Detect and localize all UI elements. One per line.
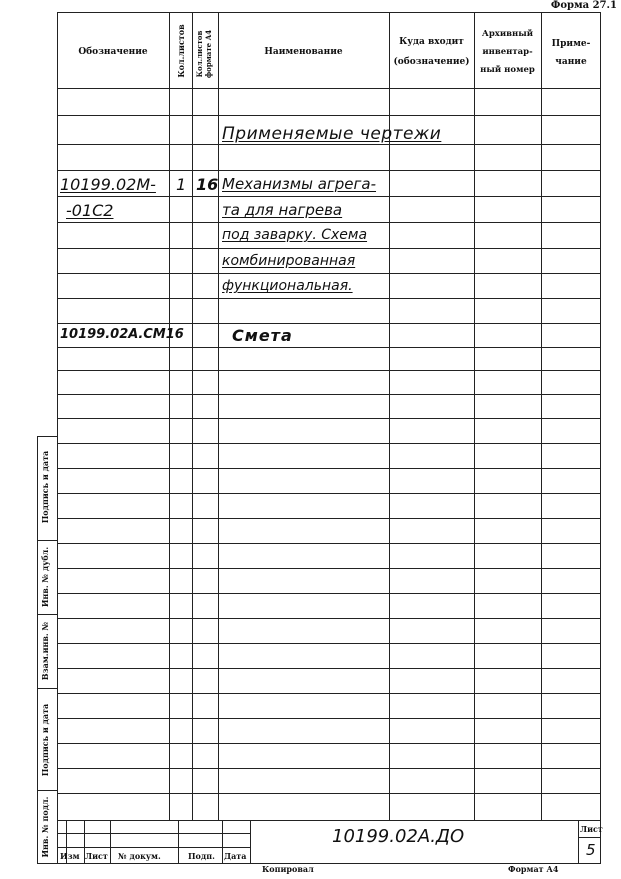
row2-name: Смета — [232, 326, 293, 345]
stamp-col-sign: Подп. — [188, 851, 215, 861]
footer-copied: Копировал — [262, 864, 314, 874]
form-label: Форма 27.1 — [550, 0, 617, 11]
row1-name-3: под заварку. Схема — [222, 227, 368, 243]
section-title: Применяемые чертежи — [222, 124, 442, 144]
row1-name-2: та для нагрева — [222, 201, 343, 219]
row1-sheets: 1 — [176, 175, 187, 194]
row1-designation-1: 10199.02М- — [60, 175, 156, 194]
header-archive-2: инвентар- — [482, 47, 533, 57]
row1-a4: 16 — [196, 175, 219, 194]
row1-name-5: функциональная. — [222, 278, 353, 294]
side-sign-date-1: Подпись и дата — [40, 450, 50, 524]
stamp-col-date: Дата — [224, 851, 247, 861]
stamp-document-code: 10199.02А.ДО — [332, 826, 465, 847]
header-name: Наименование — [264, 47, 343, 57]
side-sign-date-2: Подпись и дата — [40, 703, 50, 777]
header-where-used-2: (обозначение) — [393, 57, 470, 67]
header-archive-3: ный номер — [480, 65, 535, 75]
header-sheets-a4: Кол.листов формате А4 — [195, 29, 213, 79]
header-note-1: Приме- — [551, 39, 591, 49]
row1-name-1: Механизмы агрега- — [222, 175, 377, 193]
stamp-col-doc: № докум. — [118, 851, 161, 861]
stamp-col-list: Лист — [85, 851, 108, 861]
header-note-2: чание — [555, 57, 587, 67]
side-inv-dubl: Инв. № дубл. — [40, 546, 50, 608]
row1-designation-2: -01С2 — [66, 201, 114, 220]
stamp-sheet-label: Лист — [580, 824, 603, 834]
header-archive-1: Архивный — [481, 29, 534, 39]
row1-name-4: комбинированная — [222, 253, 356, 269]
side-inv-podl: Инв. № подл. — [40, 796, 50, 858]
header-where-used-1: Куда входит — [399, 37, 464, 47]
header-designation: Обозначение — [78, 47, 148, 57]
side-vzam: Взам.инв. № — [40, 621, 50, 681]
row2-designation: 10199.02А.СМ16 — [60, 327, 184, 342]
stamp-col-izm: Изм — [60, 851, 80, 861]
footer-format: Формат А4 — [508, 864, 559, 874]
header-sheets-count: Кол.листов — [176, 24, 186, 78]
stamp-sheet-number: 5 — [586, 841, 596, 859]
